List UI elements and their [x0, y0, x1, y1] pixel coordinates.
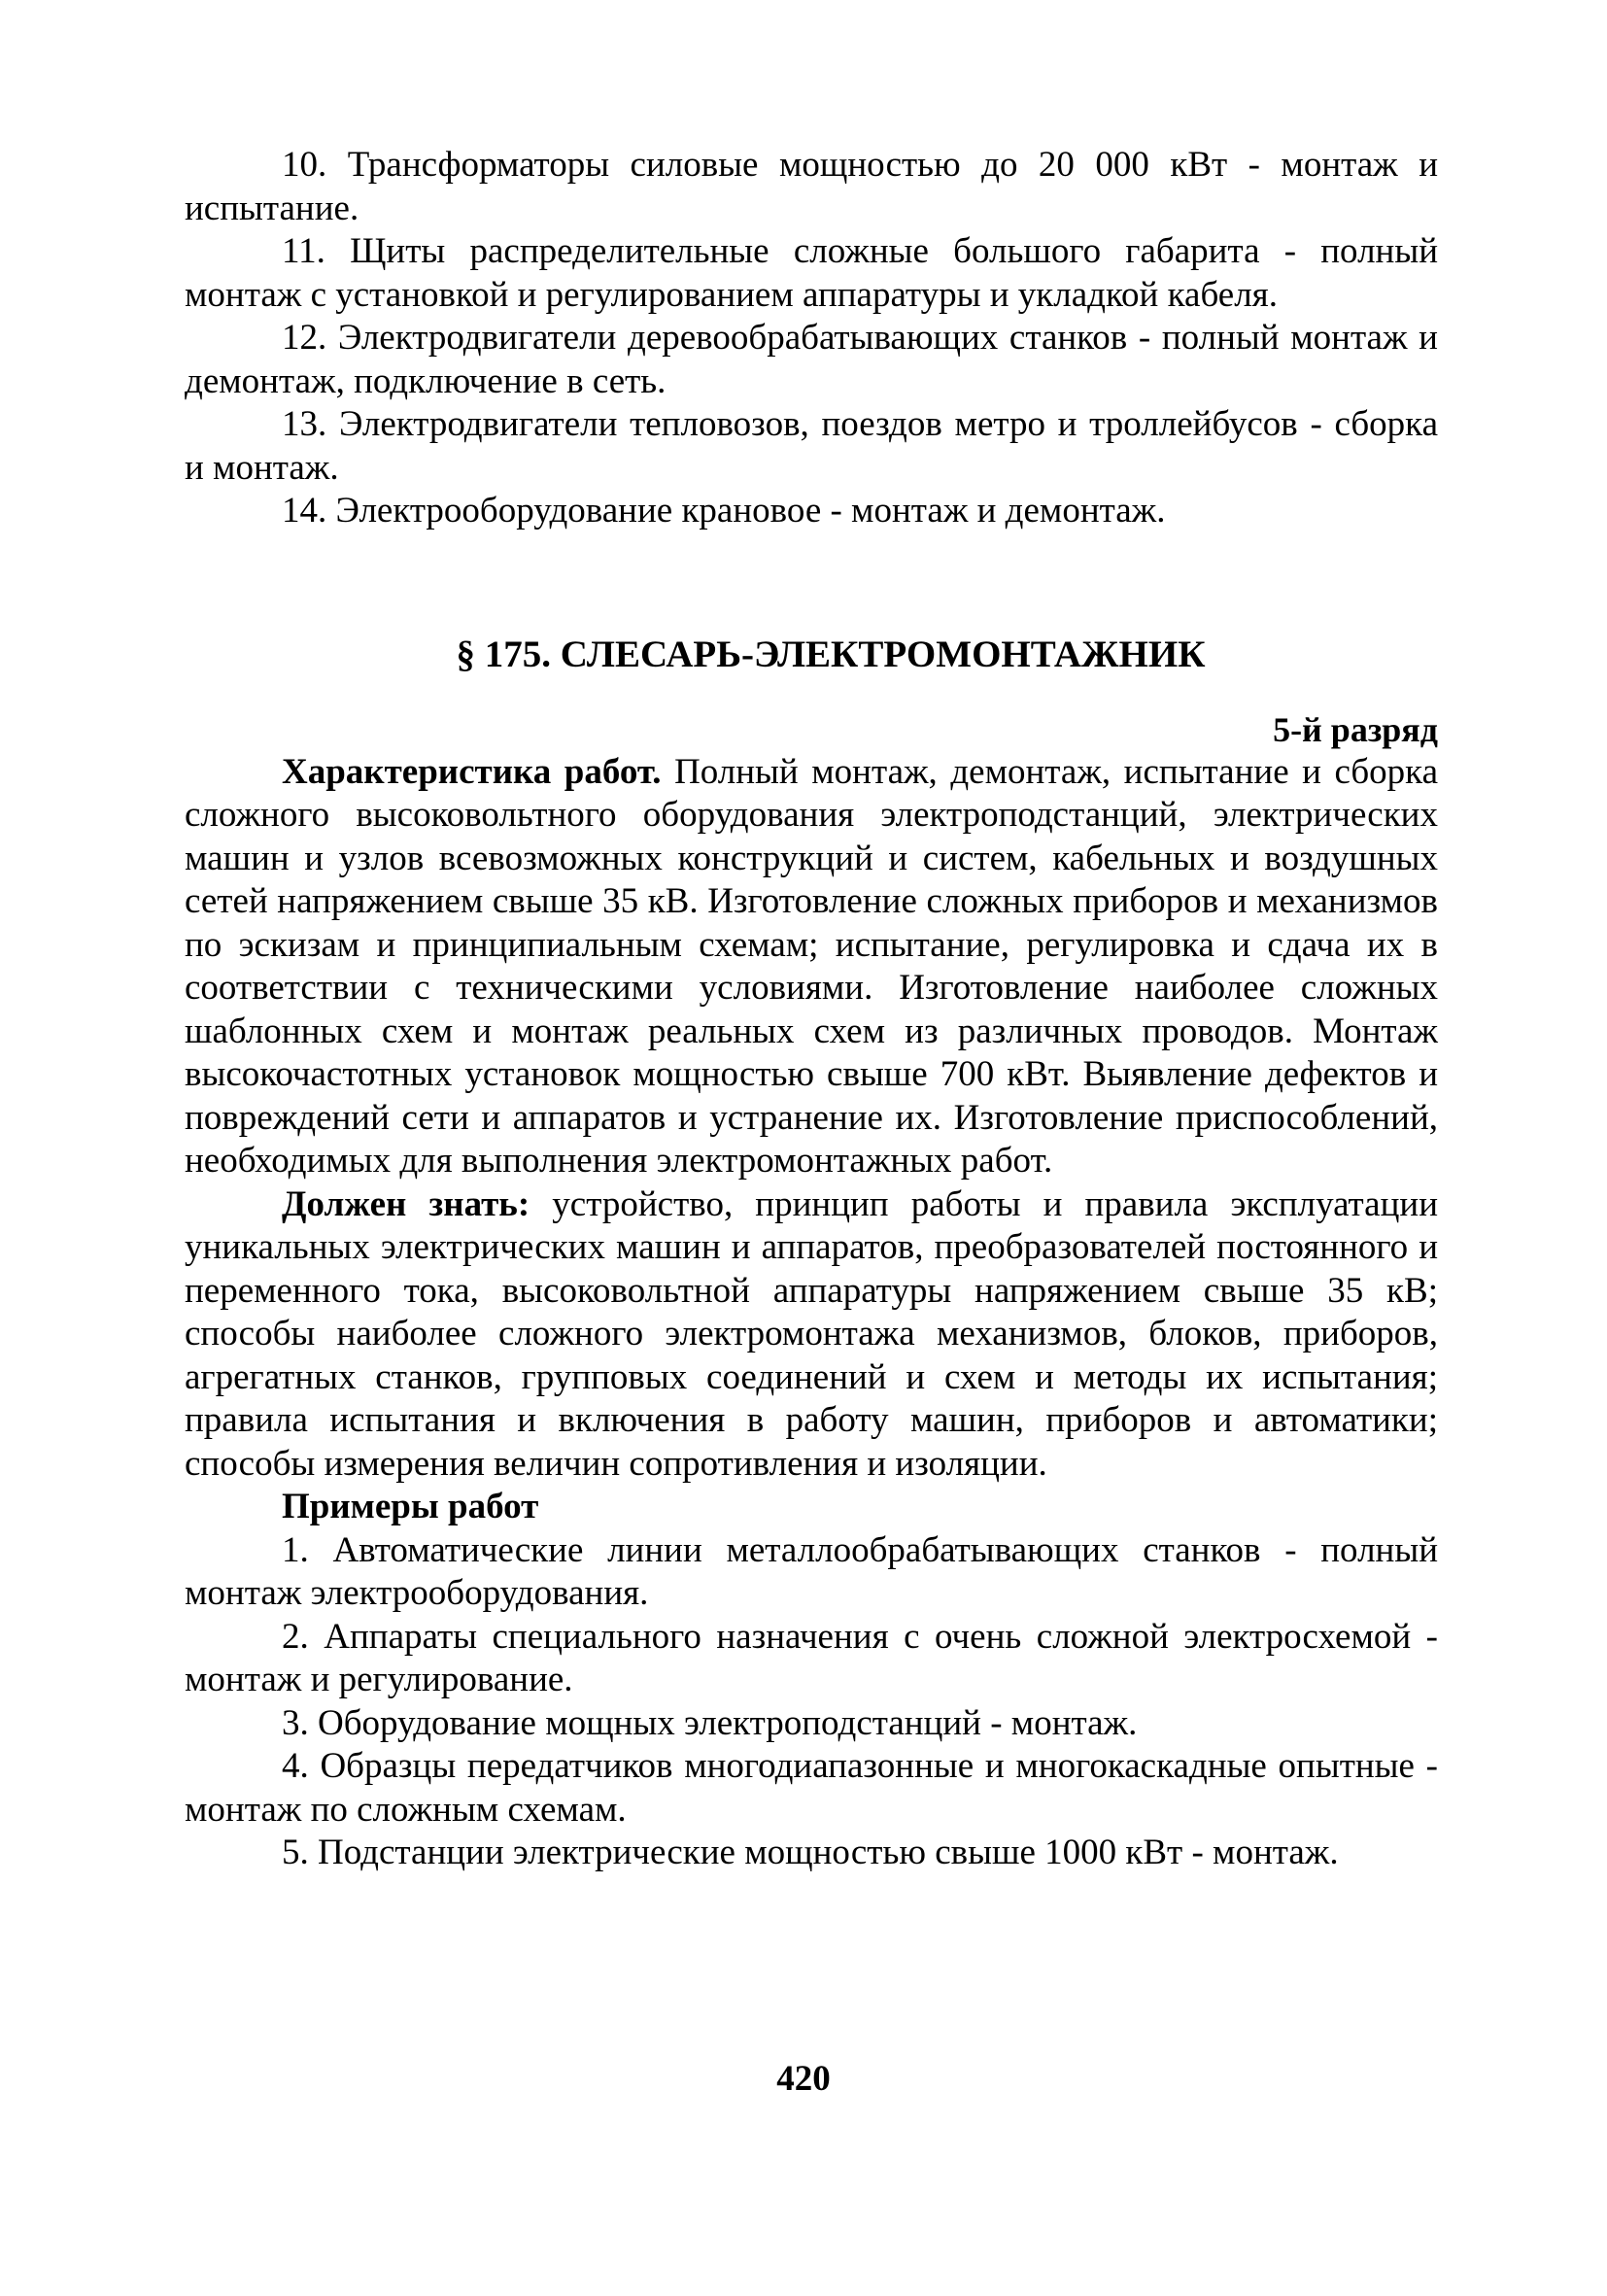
list-item: 10. Трансформаторы силовые мощностью до 20 000 кВт - монтаж и испытание. [185, 145, 1438, 228]
knowledge-label: Должен знать: [282, 1183, 530, 1224]
grade-label: 5-й разряд [1273, 709, 1438, 749]
example-item: 2. Аппараты специального назначения с очень сложной электросхемой - монтаж и регулирование. [185, 1616, 1438, 1699]
characteristics-label: Характеристика работ. [282, 751, 662, 792]
knowledge-text: устройство, принцип работы и правила эксплуатации уникальных электрических машин и аппаратов, преобразователей постоянного и переменного тока, высоковольтной аппаратуры напряжением свыше 35 кВ; способы наиболее сложного электромонтажа механизмов, блоков, приборов, агрегатных станков, групповых соединений и схем и методы их испытания; правила испытания и включения в работу машин, приборов и автоматики; способы измерения величин сопротивления и изоляции. [185, 1183, 1438, 1484]
list-item: 14. Электрооборудование крановое - монтаж и демонтаж. [282, 491, 1166, 531]
spacer [185, 533, 1438, 631]
page-number: 420 [776, 2059, 831, 2099]
section-title: § 175. СЛЕСАРЬ-ЭЛЕКТРОМОНТАЖНИК [456, 633, 1206, 675]
example-item: 1. Автоматические линии металлообрабатывающих станков - полный монтаж электрооборудования. [185, 1529, 1438, 1613]
example-item: 4. Образцы передатчиков многодиапазонные и многокаскадные опытные - монтаж по сложным схемам. [185, 1746, 1438, 1830]
characteristics-paragraph [185, 751, 1438, 1183]
list-item: 12. Электродвигатели деревообрабатывающих станков - полный монтаж и демонтаж, подключение в сеть. [185, 318, 1438, 401]
list-item: 13. Электродвигатели тепловозов, поездов метро и троллейбусов - сборка и монтаж. [185, 404, 1438, 488]
knowledge-paragraph [185, 1183, 1438, 1487]
list-item: 11. Щиты распределительные сложные большого габарита - полный монтаж с установкой и регулированием аппаратуры и укладкой кабеля. [185, 231, 1438, 315]
examples-heading: Примеры работ [282, 1487, 539, 1526]
example-item: 5. Подстанции электрические мощностью свыше 1000 кВт - монтаж. [282, 1833, 1339, 1872]
example-item: 3. Оборудование мощных электроподстанций - монтаж. [282, 1702, 1138, 1743]
characteristics-text: Полный монтаж, демонтаж, испытание и сборка сложного высоковольтного оборудования электроподстанций, электрических машин и узлов всевозможных конструкций и систем, кабельных и воздушных сетей напряжением свыше 35 кВ. Изготовление сложных приборов и механизмов по эскизам и принципиальным схемам; испытание, регулировка и сдача их в соответствии с техническими условиями. Изготовление наиболее сложных шаблонных схем и монтаж реальных схем из различных проводов. Монтаж высокочастотных установок мощностью свыше 700 кВт. Выявление дефектов и повреждений сети и аппаратов и устранение их. Изготовление приспособлений, необходимых для выполнения электромонтажных работ. [185, 751, 1438, 1181]
page-content [185, 144, 1438, 1875]
